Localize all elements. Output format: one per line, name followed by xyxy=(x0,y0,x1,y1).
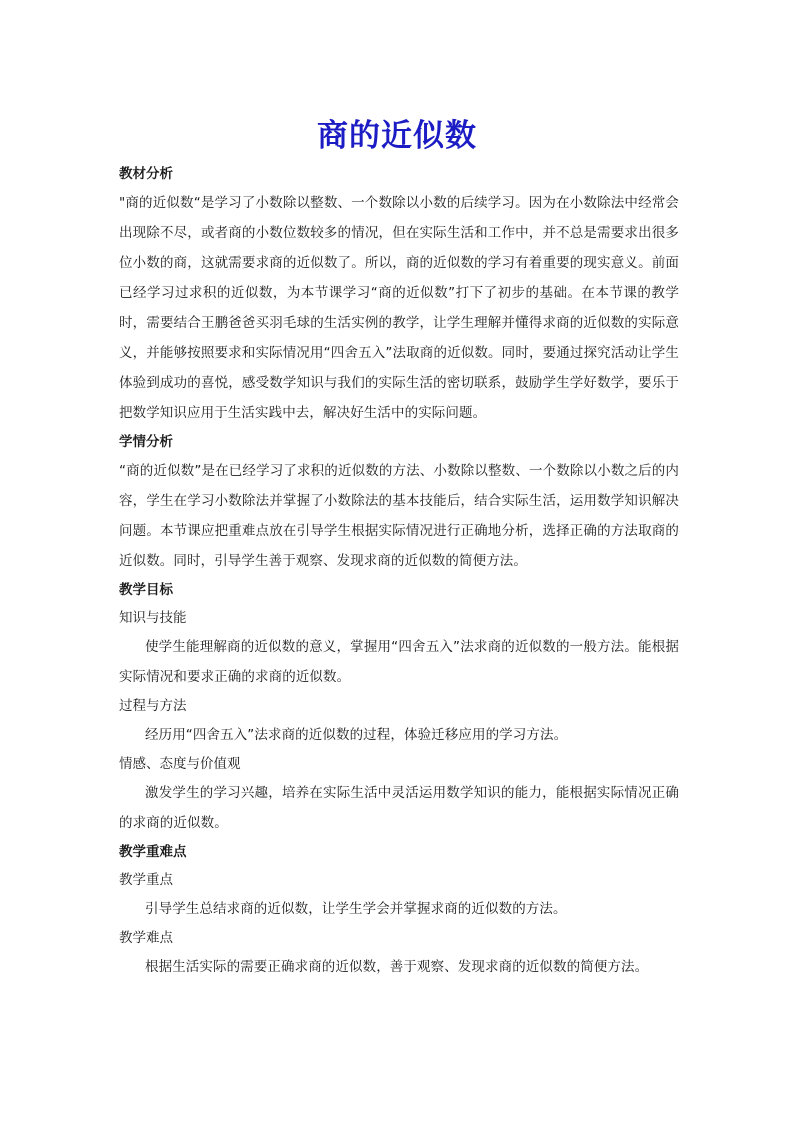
label-process-method: 过程与方法 xyxy=(119,698,187,714)
heading-key-points: 教学重难点 xyxy=(119,844,187,860)
label-emotion-values: 情感、态度与价值观 xyxy=(119,756,241,772)
paragraph-textbook-analysis: "商的近似数“是学习了小数除以整数、一个数除以小数的后续学习。因为在小数除法中经常会出现除不尽，或者商的小数位数较多的情况，但在实际生活和工作中，并不总是需要求出很多位小数的商，这就需要求商的近似数了。所以，商的近似数的学习有着重要的现实意义。前面已经学习过求积的近似数，为本节课学习“商的近似数”打下了初步的基础。在本节课的教学时，需要结合王鹏爸爸买羽毛球的生活实例的教学，让学生理解并懂得求商的近似数的实际意义，并能够按照要求和实际情况用“四舍五入”法取商的近似数。同时，要通过探究活动让学生体验到成功的喜悦，感受数学知识与我们的实际生活的密切联系，鼓励学生学好数学，要乐于把数学知识应用于生活实践中去，解决好生活中的实际问题。 xyxy=(119,195,679,421)
paragraph-process-method: 经历用“四舍五入”法求商的近似数的过程，体验迁移应用的学习方法。 xyxy=(145,727,568,743)
label-teaching-focus: 教学重点 xyxy=(119,872,173,888)
heading-textbook-analysis: 教材分析 xyxy=(119,166,173,182)
paragraph-knowledge-skills: 使学生能理解商的近似数的意义，掌握用“四舍五入”法求商的近似数的一般方法。能根据实际情况和要求正确的求商的近似数。 xyxy=(119,639,679,685)
paragraph-emotion-values: 激发学生的学习兴趣，培养在实际生活中灵活运用数学知识的能力，能根据实际情况正确的求商的近似数。 xyxy=(119,785,679,831)
paragraph-learner-analysis: “商的近似数”是在已经学习了求积的近似数的方法、小数除以整数、一个数除以小数之后的内容，学生在学习小数除法并掌握了小数除法的基本技能后，结合实际生活，运用数学知识解决问题。本节课应把重难点放在引导学生根据实际情况进行正确地分析，选择正确的方法取商的近似数。同时，引导学生善于观察、发现求商的近似数的简便方法。 xyxy=(119,463,679,569)
label-teaching-difficulty: 教学难点 xyxy=(119,930,173,946)
document-body xyxy=(119,160,679,982)
heading-objectives: 教学目标 xyxy=(119,582,173,598)
paragraph-teaching-focus: 引导学生总结求商的近似数，让学生学会并掌握求商的近似数的方法。 xyxy=(145,901,567,917)
page-title: 商的近似数 xyxy=(317,118,477,154)
heading-learner-analysis: 学情分析 xyxy=(119,434,173,450)
paragraph-teaching-difficulty: 根据生活实际的需要正确求商的近似数，善于观察、发现求商的近似数的简便方法。 xyxy=(145,959,649,975)
label-knowledge-skills: 知识与技能 xyxy=(119,610,187,626)
